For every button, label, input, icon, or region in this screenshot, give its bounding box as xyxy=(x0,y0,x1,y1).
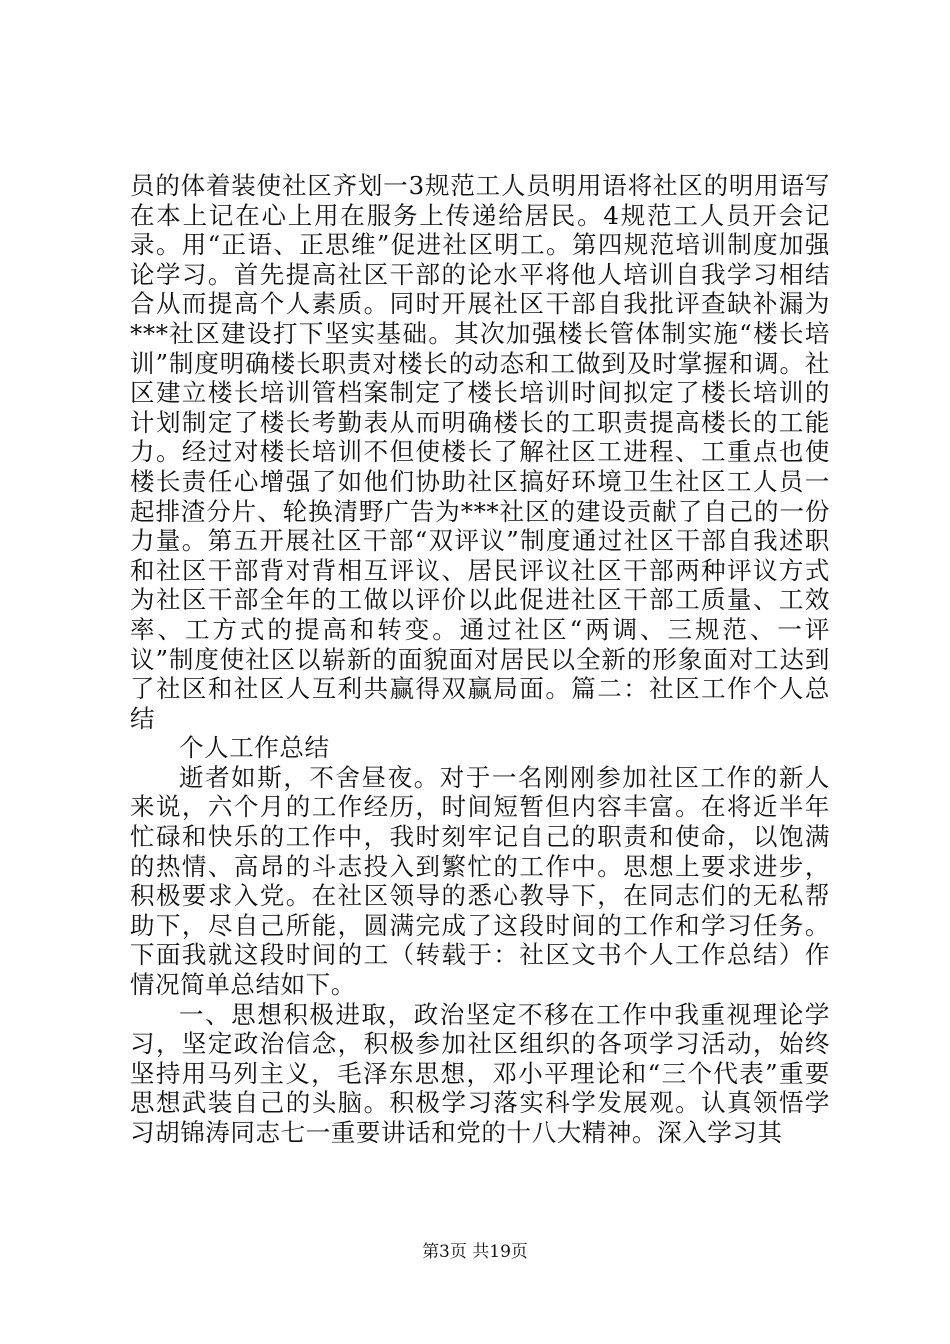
paragraph-continued: 员的体着装使社区齐划一3规范工人员明用语将社区的明用语写在本上记在心上用在服务上传递给居民。4规范工人员开会记录。用“正语、正思维”促进社区明工。第四规范培训制度加强论学习。首先提高社区干部的论水平将他人培训自我学习相结合从而提高个人素质。同时开展社区干部自我批评查缺补漏为***社区建设打下坚实基础。其次加强楼长管体制实施“楼长培训”制度明确楼长职责对楼长的动态和工做到及时掌握和调。社区建立楼长培训管档案制定了楼长培训时间拟定了楼长培训的计划制定了楼长考勤表从而明确楼长的工职责提高楼长的工能力。经过对楼长培训不但使楼长了解社区工进程、工重点也使楼长责任心增强了如他们协助社区搞好环境卫生社区工人员一起排渣分片、轮换清野广告为***社区的建设贡献了自己的一份力量。第五开展社区干部“双评议”制度通过社区干部自我述职和社区干部背对背相互评议、居民评议社区干部两种评议方式为社区干部全年的工做以评价以此促进社区干部工质量、工效率、工方式的提高和转变。通过社区“两调、三规范、一评议”制度使社区以崭新的面貌面对居民以全新的形象面对工达到了社区和社区人互利共赢得双赢局面。篇二：社区工作个人总结 xyxy=(130,171,830,733)
paragraph-section-one: 一、思想积极进取，政治坚定不移在工作中我重视理论学习，坚定政治信念，积极参加社区组织的各项学习活动，始终坚持用马列主义，毛泽东思想，邓小平理论和“三个代表”重要思想武装自己的头脑。积极学习落实科学发展观。认真领悟学习胡锦涛同志七一重要讲话和党的十八大精神。深入学习其 xyxy=(130,999,830,1147)
page-number-footer: 第3页 共19页 xyxy=(422,1242,528,1262)
section-heading: 个人工作总结 xyxy=(179,733,330,763)
paragraph-intro: 逝者如斯，不舍昼夜。对于一名刚刚参加社区工作的新人来说，六个月的工作经历，时间短暂但内容丰富。在将近半年忙碌和快乐的工作中，我时刻牢记自己的职责和使命，以饱满的热情、高昂的斗志投入到繁忙的工作中。思想上要求进步，积极要求入党。在社区领导的悉心教导下，在同志们的无私帮助下，尽自己所能，圆满完成了这段时间的工作和学习任务。下面我就这段时间的工（转载于：社区文书个人工作总结）作情况简单总结如下。 xyxy=(130,762,830,1000)
document-body xyxy=(130,171,830,1148)
